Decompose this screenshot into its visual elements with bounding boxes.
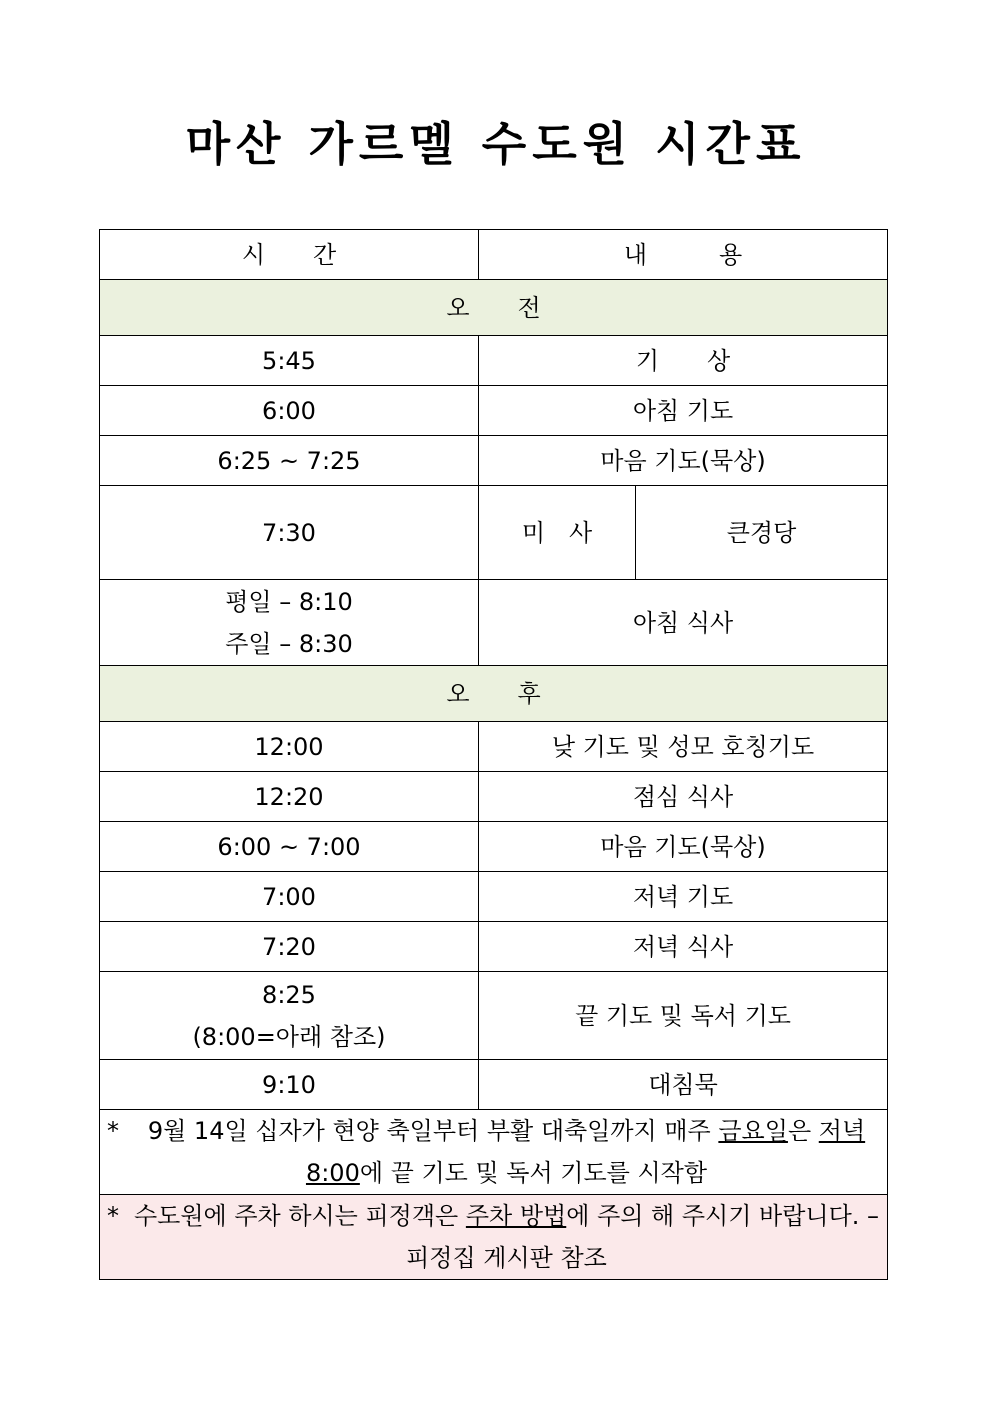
afternoon-section-row [100, 666, 888, 722]
compline-time: 8:25 [262, 980, 316, 1009]
evening-time-underlined: 저녁 8:00 [305, 1117, 866, 1187]
compline-content-cell: 끝 기도 및 독서 기도 [479, 972, 888, 1060]
morning-section-label: 오 전 [100, 280, 888, 336]
friday-underlined: 금요일 [718, 1117, 788, 1145]
note-text: 은 [787, 1117, 819, 1145]
table-row [100, 722, 888, 772]
table-row [100, 386, 888, 436]
breakfast-row [100, 580, 888, 666]
content-cell: 저녁 식사 [479, 922, 888, 972]
time-cell: 9:10 [100, 1060, 479, 1110]
weekday-time: 평일 – 8:10 [225, 587, 353, 616]
header-content: 내 용 [479, 230, 888, 280]
time-cell: 6:00 ~ 7:00 [100, 822, 479, 872]
time-cell: 12:00 [100, 722, 479, 772]
parking-note-text [126, 1195, 887, 1279]
time-cell: 6:00 [100, 386, 479, 436]
mass-place-cell: 큰경당 [636, 486, 888, 580]
mass-label-cell: 미 사 [479, 486, 636, 580]
content-cell: 아침 기도 [479, 386, 888, 436]
parking-note [100, 1195, 888, 1280]
note-row-2 [100, 1195, 888, 1280]
friday-note [100, 1110, 888, 1195]
note-bullet: * [107, 1117, 119, 1145]
content-cell: 마음 기도(묵상) [479, 822, 888, 872]
time-cell: 5:45 [100, 336, 479, 386]
table-header-row [100, 230, 888, 280]
time-cell: 7:00 [100, 872, 479, 922]
page-title: 마산 가르멜 수도원 시간표 [185, 117, 807, 171]
table-row [100, 822, 888, 872]
mass-row [100, 486, 888, 580]
header-time: 시 간 [100, 230, 479, 280]
compline-time-note: (8:00=아래 참조) [192, 1022, 386, 1051]
mass-time-cell: 7:30 [100, 486, 479, 580]
morning-section-row [100, 280, 888, 336]
note-text: 에 주의 해 주시기 바랍니다. – 피정집 게시판 참조 [406, 1202, 880, 1272]
content-cell: 마음 기도(묵상) [479, 436, 888, 486]
content-cell: 점심 식사 [479, 772, 888, 822]
compline-time-cell [100, 972, 479, 1060]
table-row [100, 922, 888, 972]
breakfast-content-cell: 아침 식사 [479, 580, 888, 666]
content-cell: 대침묵 [479, 1060, 888, 1110]
time-cell: 7:20 [100, 922, 479, 972]
content-cell: 기 상 [479, 336, 888, 386]
breakfast-time-cell [100, 580, 479, 666]
note-text: 에 끝 기도 및 독서 기도를 시작함 [359, 1159, 708, 1187]
table-row [100, 772, 888, 822]
table-row [100, 872, 888, 922]
table-row [100, 436, 888, 486]
friday-note-text [126, 1110, 887, 1194]
time-cell: 6:25 ~ 7:25 [100, 436, 479, 486]
content-cell: 낮 기도 및 성모 호칭기도 [479, 722, 888, 772]
note-text: 수도원에 주차 하시는 피정객은 [133, 1202, 466, 1230]
note-text: 9월 14일 십자가 현양 축일부터 부활 대축일까지 매주 [147, 1117, 719, 1145]
content-cell: 저녁 기도 [479, 872, 888, 922]
time-cell: 12:20 [100, 772, 479, 822]
silence-row [100, 1060, 888, 1110]
afternoon-section-label: 오 후 [100, 666, 888, 722]
sunday-time: 주일 – 8:30 [225, 629, 353, 658]
note-row-1 [100, 1110, 888, 1195]
note-bullet: * [107, 1202, 119, 1230]
parking-method-underlined: 주차 방법 [465, 1202, 567, 1230]
schedule-table [99, 229, 888, 1280]
table-row [100, 336, 888, 386]
compline-row [100, 972, 888, 1060]
